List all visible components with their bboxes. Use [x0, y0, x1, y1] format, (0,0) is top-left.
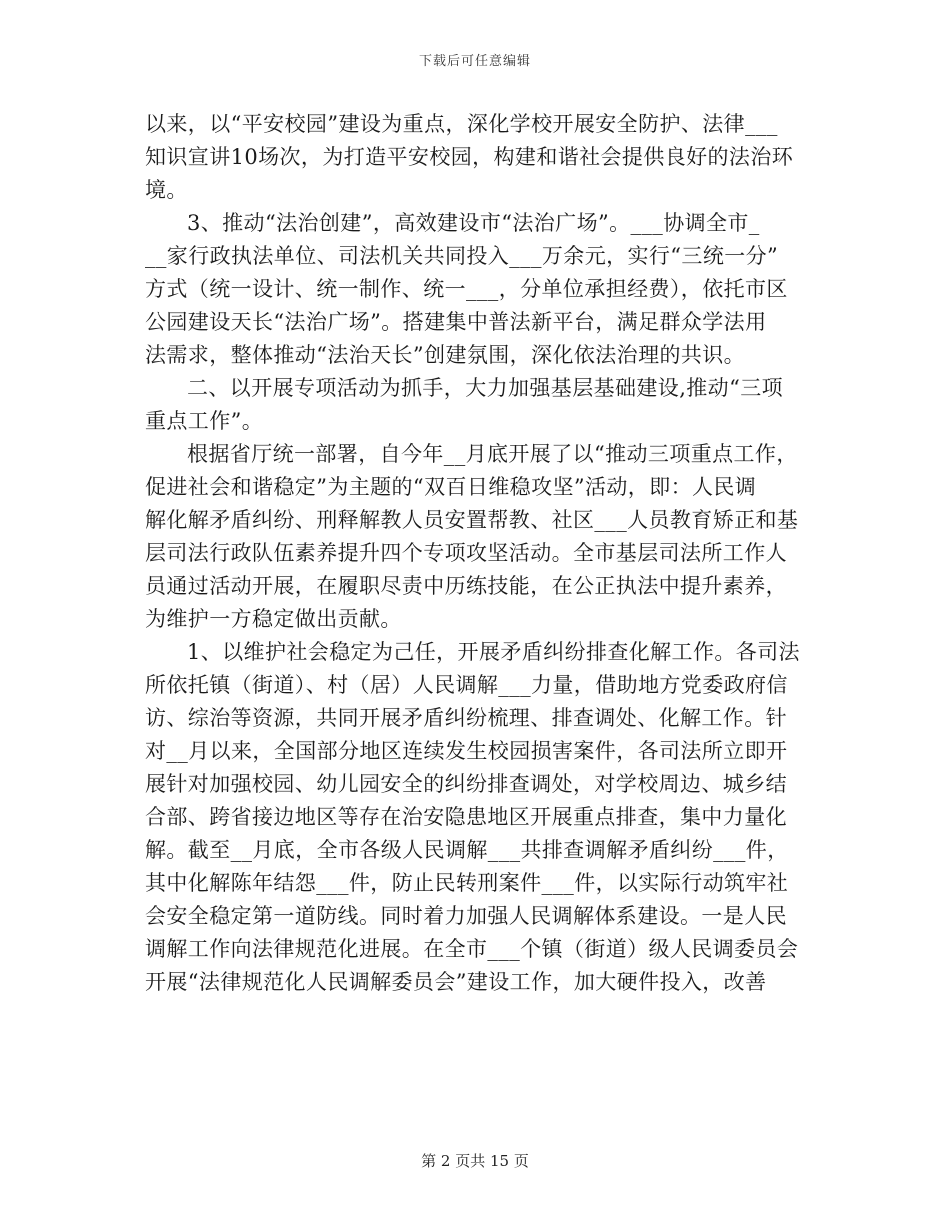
paragraph-campaign — [145, 438, 805, 636]
text-line: 开展“法律规范化人民调解委员会”建设工作，加大硬件投入，改善 — [145, 970, 767, 994]
paragraph-dispute-resolution — [145, 636, 805, 999]
text-line: 解化解矛盾纠纷、刑释解教人员安置帮教、社区___人员教育矫正和基 — [145, 508, 799, 532]
text-line: 调解工作向法律规范化进展。在全市___个镇（街道）级人民调委员会 — [145, 937, 799, 961]
page-number: 第 2 页共 15 页 — [421, 1152, 529, 1170]
paragraph-section-two-heading — [145, 372, 805, 438]
text-line: 二、以开展专项活动为抓手，大力加强基层基础建设,推动“三项 — [187, 376, 784, 400]
text-line: 对__月以来，全国部分地区连续发生校园损害案件，各司法所立即开 — [145, 739, 788, 763]
text-line: 员通过活动开展，在履职尽责中历练技能，在公正执法中提升素养， — [145, 574, 787, 598]
text-line: 3、推动“法治创建”，高效建设市“法治广场”。___协调全市_ — [187, 211, 760, 235]
text-line: 根据省厅统一部署，自今年__月底开展了以“推动三项重点工作， — [187, 442, 798, 466]
text-line: 所依托镇（街道）、村（居）人民调解___力量，借助地方党委政府信 — [145, 673, 788, 697]
text-line: 方式（统一设计、统一制作、统一___，分单位承担经费），依托市区 — [145, 277, 788, 301]
paragraph-rule-of-law-creation — [145, 207, 805, 372]
text-line: 重点工作”。 — [145, 409, 264, 433]
text-line: 1、以维护社会稳定为己任，开展矛盾纠纷排查化解工作。各司法 — [187, 640, 800, 664]
text-line: 境。 — [145, 178, 188, 202]
text-line: 访、综治等资源，共同开展矛盾纠纷梳理、排查调处、化解工作。针 — [145, 706, 787, 730]
text-line: 会安全稳定第一道防线。同时着力加强人民调解体系建设。一是人民 — [145, 904, 787, 928]
text-line: 为维护一方稳定做出贡献。 — [145, 607, 402, 631]
paragraph-safe-campus-cont — [145, 108, 805, 207]
text-line: 解。截至__月底，全市各级人民调解___共排查调解矛盾纠纷___件， — [145, 838, 789, 862]
text-line: 知识宣讲10场次，为打造平安校园，构建和谐社会提供良好的法治环 — [145, 145, 794, 169]
text-line: 公园建设天长“法治广场”。搭建集中普法新平台，满足群众学法用 — [145, 310, 767, 334]
text-line: 层司法行政队伍素养提升四个专项攻坚活动。全市基层司法所工作人 — [145, 541, 787, 565]
text-line: 以来，以“平安校园”建设为重点，深化学校开展安全防护、法律___ — [145, 112, 778, 136]
text-line: 法需求，整体推动“法治天长”创建氛围，深化依法治理的共识。 — [145, 343, 746, 367]
text-line: 合部、跨省接边地区等存在治安隐患地区开展重点排查，集中力量化 — [145, 805, 787, 829]
text-line: 其中化解陈年结怨___件，防止民转刑案件___件，以实际行动筑牢社 — [145, 871, 789, 895]
page-header: 下载后可任意编辑 — [418, 54, 531, 69]
document-body — [145, 108, 805, 999]
text-line: __家行政执法单位、司法机关共同投入___万余元，实行“三统一分” — [145, 244, 779, 268]
text-line: 展针对加强校园、幼儿园安全的纠纷排查调处，对学校周边、城乡结 — [145, 772, 787, 796]
text-line: 促进社会和谐稳定”为主题的“双百日维稳攻坚”活动，即：人民调 — [145, 475, 757, 499]
